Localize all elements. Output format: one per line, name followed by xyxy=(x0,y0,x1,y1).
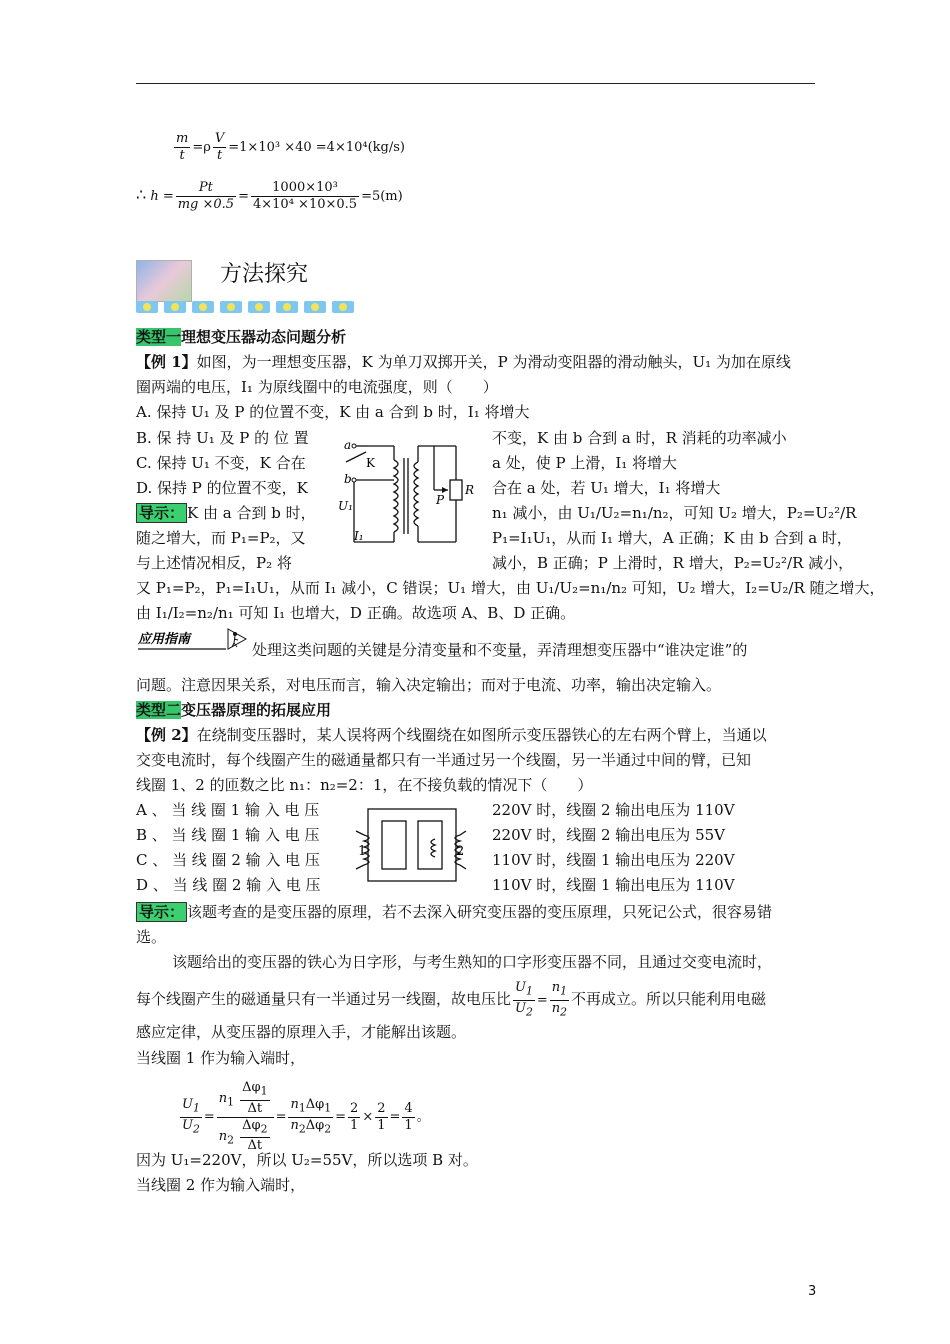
ex2-option-a-right: 220V 时，线圈 2 输出电压为 110V xyxy=(492,801,735,819)
circuit-label-r: R xyxy=(465,483,475,497)
ex2-option-a-left: A 、 当 线 圈 1 输 入 电 压 xyxy=(136,801,320,819)
ex2-guide-1: 导示： 该题考查的是变压器的原理，若不去深入研究变压器的变压原理，只死记公式，很容易错 xyxy=(136,902,772,922)
ex1-guide-3-left: 与上述情况相反，P₂ 将 xyxy=(136,554,292,572)
type1-heading: 类型一理想变压器动态问题分析 xyxy=(136,328,347,346)
decorative-strip xyxy=(136,301,369,313)
circuit-label-i1: I₁ xyxy=(354,529,364,543)
ex2-stem-2: 交变电流时，每个线圈产生的磁通量都只有一半通过另一个线圈，另一半通过中间的臂，已知 xyxy=(136,751,752,769)
ex1-guide-2-left: 随之增大，而 P₁=P₂，又 xyxy=(136,529,306,547)
voltage-ratio-formula: $\frac{U_1}{U_2}$ = $n_1$ $\frac{\Delta\varphi_1}{\Delta t}$ $n_2$ $\frac{\Delta\varphi_2}{\Delta t}$ = $\frac{n_1\Delta\varphi_1}{n_2\Delta\varphi_2}$ = $\frac{2}{1}$ × $\frac{2}{1}$ = $\frac{4}{1}$ 。 xyxy=(182,1080,430,1154)
formula-height: ∴ h = $\frac{Pt}{mg \times 0.5}$ = $\frac{\text{1000×10³}}{\text{4×10⁴ ×10×0.5}}$ =5(m) xyxy=(136,180,403,212)
ex2-option-b-right: 220V 时，线圈 2 输出电压为 55V xyxy=(492,826,725,844)
tip-line-1: 处理这类问题的关键是分清变量和不变量，弄清理想变压器中“谁决定谁”的 xyxy=(252,641,748,659)
page-number: 3 xyxy=(808,1284,817,1299)
transformer-core-diagram xyxy=(352,805,470,887)
ex2-option-c-right: 110V 时，线圈 1 输出电压为 220V xyxy=(492,851,735,869)
ex1-option-d-left: D. 保持 P 的位置不变，K xyxy=(136,479,308,497)
ex2-option-d-right: 110V 时，线圈 1 输出电压为 110V xyxy=(492,876,735,894)
ex2-para-2a: 该题给出的变压器的铁心为日字形，与考生熟知的口字形变压器不同，且通过交变电流时， xyxy=(172,953,773,971)
coil-2-label: 2 xyxy=(456,844,465,859)
ex2-result: 因为 U₁=220V，所以 U₂=55V，所以选项 B 对。 xyxy=(136,1151,478,1169)
ex1-stem-1: 【例 1】如图，为一理想变压器，K 为单刀双掷开关，P 为滑动变阻器的滑动触头，U₁ 为加在原线 xyxy=(136,353,791,371)
ex1-option-a: A. 保持 U₁ 及 P 的位置不变，K 由 a 合到 b 时，I₁ 将增大 xyxy=(136,403,530,421)
section-title: 方法探究 xyxy=(220,262,309,287)
ex1-option-d-right: 合在 a 处，若 U₁ 增大，I₁ 将增大 xyxy=(492,479,721,497)
circuit-label-u1: U₁ xyxy=(338,499,353,513)
ex1-stem-2: 圈两端的电压，I₁ 为原线圈中的电流强度，则（ ） xyxy=(136,378,498,396)
ex2-option-c-left: C 、 当 线 圈 2 输 入 电 压 xyxy=(136,851,320,869)
circuit-label-k: K xyxy=(366,456,375,470)
ex1-guide-4: 又 P₁=P₂，P₁=I₁U₁，从而 I₁ 减小，C 错误；U₁ 增大，由 U₁/U₂=n₁/n₂ 可知，U₂ 增大，I₂=U₂/R 随之增大， xyxy=(136,579,885,597)
circuit-label-p: P xyxy=(436,493,445,507)
application-guide-badge xyxy=(136,625,248,653)
coil-1-label: 1 xyxy=(358,844,367,859)
header-rule xyxy=(136,83,815,84)
ex2-stem-1: 【例 2】在绕制变压器时，某人误将两个线圈绕在如图所示变压器铁心的左右两个臂上，当通以 xyxy=(136,726,767,744)
ex1-option-b-right: 不变，K 由 b 合到 a 时，R 消耗的功率减小 xyxy=(492,429,787,447)
guide-badge-label: 应用指南 xyxy=(138,632,191,647)
ex2-para-2b: 每个线圈产生的磁通量只有一半通过另一线圈，故电压比 $\frac{U_1}{U_2}$ = $\frac{n_1}{n_2}$ 不再成立。所以只能利用电磁 xyxy=(136,980,767,1019)
transformer-circuit-diagram xyxy=(336,432,486,550)
ex2-option-d-left: D 、 当 线 圈 2 输 入 电 压 xyxy=(136,876,321,894)
ex1-guide-1-left: 导示： K 由 a 合到 b 时， xyxy=(136,503,316,523)
section-decoration-image xyxy=(136,260,192,302)
ex1-guide-5: 由 I₁/I₂=n₂/n₁ 可知 I₁ 也增大，D 正确。故选项 A、B、D 正确。 xyxy=(136,604,576,622)
ex1-option-b-left: B. 保 持 U₁ 及 P 的 位 置 xyxy=(136,429,309,447)
ex1-option-c-left: C. 保持 U₁ 不变，K 合在 xyxy=(136,454,306,472)
tip-line-2: 问题。注意因果关系，对电压而言，输入决定输出；而对于电流、功率，输出决定输入。 xyxy=(136,676,722,694)
circuit-label-a: a xyxy=(344,438,352,452)
ex2-para-2c: 感应定律，从变压器的原理入手，才能解出该题。 xyxy=(136,1023,467,1041)
ex2-option-b-left: B 、 当 线 圈 1 输 入 电 压 xyxy=(136,826,320,844)
ex2-guide-1b: 选。 xyxy=(136,928,167,946)
ex2-coil2-input: 当线圈 2 作为输入端时， xyxy=(136,1176,306,1194)
ex1-guide-2-right: P₁=I₁U₁，从而 I₁ 增大，A 正确；K 由 b 合到 a 时， xyxy=(492,529,852,547)
ex2-coil1-input: 当线圈 1 作为输入端时， xyxy=(136,1049,306,1067)
ex1-guide-3-right: 减小，B 正确；P 上滑时，R 增大，P₂=U₂²/R 减小， xyxy=(492,554,854,572)
ex1-guide-1-right: n₁ 减小，由 U₁/U₂=n₁/n₂，可知 U₂ 增大，P₂=U₂²/R xyxy=(492,504,857,522)
circuit-label-b: b xyxy=(344,472,352,486)
type2-heading: 类型二变压器原理的拓展应用 xyxy=(136,701,332,719)
ex2-stem-3: 线圈 1、2 的匝数之比 n₁：n₂=2：1，在不接负载的情况下（ ） xyxy=(136,776,593,794)
formula-mass-rate: $\frac{m}{t}$ =ρ $\frac{V}{t}$ =1×10³ ×40 =4×10⁴(kg/s) xyxy=(176,131,405,163)
ex1-option-c-right: a 处，使 P 上滑，I₁ 将增大 xyxy=(492,454,678,472)
